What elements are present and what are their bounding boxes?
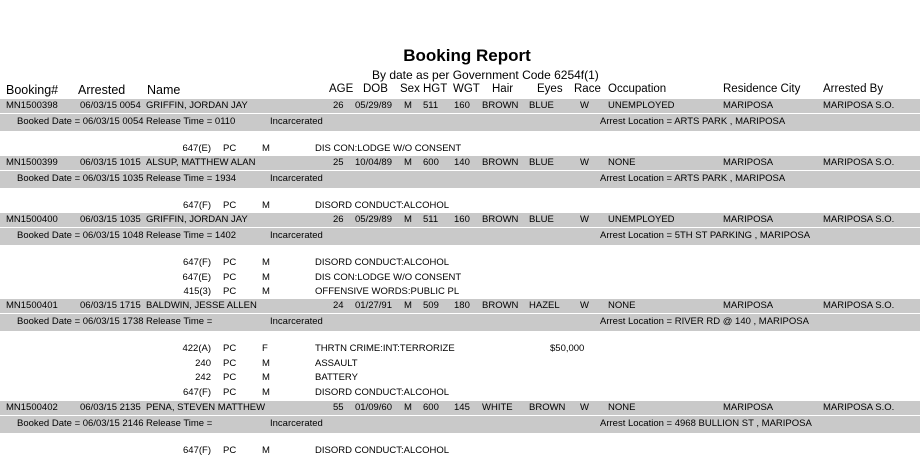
charge-type: PC <box>223 257 237 268</box>
release-time: Release Time = <box>146 418 213 429</box>
arrestee-name: GRIFFIN, JORDAN JAY <box>146 100 248 111</box>
residence-city: MARIPOSA <box>723 157 774 168</box>
weight: 145 <box>454 402 470 413</box>
weight: 160 <box>454 214 470 225</box>
charge-type: PC <box>223 357 237 369</box>
charge-description: ASSAULT <box>315 357 358 369</box>
charge-description: DISORD CONDUCT:ALCOHOL <box>315 386 450 398</box>
booked-date: Booked Date = 06/03/15 1035 <box>17 173 144 184</box>
charge-level: M <box>262 445 270 456</box>
dob: 10/04/89 <box>355 157 392 168</box>
arrest-location: Arrest Location = 4968 BULLION ST , MARIPOSA <box>600 418 812 429</box>
height: 509 <box>423 300 439 311</box>
hair-color: BROWN <box>482 214 519 225</box>
arrest-location: Arrest Location = 5TH ST PARKING , MARIPOSA <box>600 230 811 241</box>
height: 511 <box>423 214 439 225</box>
arrestee-name: BALDWIN, JESSE ALLEN <box>146 300 257 311</box>
eye-color: BLUE <box>529 100 554 111</box>
release-time: Release Time = 1402 <box>146 230 237 241</box>
charge-type: PC <box>223 372 237 383</box>
occupation: NONE <box>608 402 636 413</box>
arrestee-name: GRIFFIN, JORDAN JAY <box>146 214 248 225</box>
dob: 05/29/89 <box>355 100 392 111</box>
charge-description: DISORD CONDUCT:ALCOHOL <box>315 200 450 211</box>
charge-type: PC <box>223 143 237 154</box>
eye-color: HAZEL <box>529 300 560 311</box>
col-header-age: AGE <box>329 83 354 95</box>
custody-status: Incarcerated <box>270 230 323 241</box>
custody-status: Incarcerated <box>270 173 323 184</box>
col-header-arrested-by: Arrested By <box>823 83 884 95</box>
charge-description: OFFENSIVE WORDS:PUBLIC PL <box>315 286 460 297</box>
charge-level: M <box>262 271 270 283</box>
booking-number: MN1500398 <box>6 100 58 111</box>
height: 600 <box>423 402 439 413</box>
charge-level: M <box>262 357 270 369</box>
race: W <box>580 157 589 168</box>
charge-level: M <box>262 286 270 297</box>
booked-date: Booked Date = 06/03/15 1048 <box>17 230 144 241</box>
arrested-by: MARIPOSA S.O. <box>823 402 895 413</box>
arrested-by: MARIPOSA S.O. <box>823 214 895 225</box>
charge-code: 242 <box>195 372 211 383</box>
race: W <box>580 100 589 111</box>
arrest-location: Arrest Location = RIVER RD @ 140 , MARIPOSA <box>600 316 809 327</box>
age: 25 <box>333 157 344 168</box>
hair-color: WHITE <box>482 402 513 413</box>
col-header-hair: Hair <box>492 83 514 95</box>
occupation: NONE <box>608 157 636 168</box>
charge-code: 647(E) <box>182 143 211 154</box>
arrested-by: MARIPOSA S.O. <box>823 100 895 111</box>
charge-description: DISORD CONDUCT:ALCOHOL <box>315 257 450 268</box>
col-header-arrested: Arrested <box>78 83 126 97</box>
charge-type: PC <box>223 343 237 354</box>
col-header-eyes: Eyes <box>537 83 563 95</box>
arrested-datetime: 06/03/15 0054 <box>80 100 141 111</box>
hair-color: BROWN <box>482 100 519 111</box>
arrestee-name: PENA, STEVEN MATTHEW <box>146 402 266 413</box>
booking-number: MN1500402 <box>6 402 58 413</box>
charge-code: 415(3) <box>183 286 211 297</box>
height: 511 <box>423 100 439 111</box>
occupation: NONE <box>608 300 636 311</box>
custody-status: Incarcerated <box>270 116 323 127</box>
charge-description: DIS CON:LODGE W/O CONSENT <box>315 271 462 283</box>
residence-city: MARIPOSA <box>723 214 774 225</box>
age: 26 <box>333 100 344 111</box>
eye-color: BLUE <box>529 157 554 168</box>
charge-code: 647(F) <box>183 386 211 398</box>
dob: 01/09/60 <box>355 402 392 413</box>
weight: 140 <box>454 157 470 168</box>
hair-color: BROWN <box>482 157 519 168</box>
custody-status: Incarcerated <box>270 316 323 327</box>
charge-level: M <box>262 372 270 383</box>
release-time: Release Time = 1934 <box>146 173 237 184</box>
charge-description: DISORD CONDUCT:ALCOHOL <box>315 445 450 456</box>
race: W <box>580 300 589 311</box>
race: W <box>580 402 589 413</box>
weight: 180 <box>454 300 470 311</box>
charge-code: 240 <box>195 357 211 369</box>
booking-number: MN1500401 <box>6 300 58 311</box>
charge-type: PC <box>223 271 237 283</box>
booking-number: MN1500400 <box>6 214 58 225</box>
sex: M <box>404 402 412 413</box>
col-header-wgt: WGT <box>453 83 480 95</box>
arrested-datetime: 06/03/15 1715 <box>80 300 141 311</box>
report-title: Booking Report <box>403 46 531 65</box>
charge-level: M <box>262 200 270 211</box>
charge-description: DIS CON:LODGE W/O CONSENT <box>315 143 462 154</box>
arrested-datetime: 06/03/15 1015 <box>80 157 141 168</box>
charge-code: 647(E) <box>182 271 211 283</box>
charge-description: BATTERY <box>315 372 358 383</box>
arrested-datetime: 06/03/15 1035 <box>80 214 141 225</box>
height: 600 <box>423 157 439 168</box>
sex: M <box>404 100 412 111</box>
charge-code: 422(A) <box>182 343 211 354</box>
residence-city: MARIPOSA <box>723 402 774 413</box>
age: 24 <box>333 300 344 311</box>
release-time: Release Time = <box>146 316 213 327</box>
arrest-location: Arrest Location = ARTS PARK , MARIPOSA <box>600 116 786 127</box>
charge-code: 647(F) <box>183 445 211 456</box>
race: W <box>580 214 589 225</box>
dob: 01/27/91 <box>355 300 392 311</box>
bail-amount: $50,000 <box>550 343 585 354</box>
sex: M <box>404 300 412 311</box>
col-header-hgt: HGT <box>423 83 448 95</box>
age: 26 <box>333 214 344 225</box>
booked-date: Booked Date = 06/03/15 2146 <box>17 418 144 429</box>
hair-color: BROWN <box>482 300 519 311</box>
charge-level: M <box>262 386 270 398</box>
sex: M <box>404 157 412 168</box>
arrested-datetime: 06/03/15 2135 <box>80 402 141 413</box>
charge-code: 647(F) <box>183 200 211 211</box>
col-header-occupation: Occupation <box>608 83 667 95</box>
col-header-name: Name <box>147 83 181 97</box>
booked-date: Booked Date = 06/03/15 1738 <box>17 316 144 327</box>
col-header-residence-city: Residence City <box>723 83 801 95</box>
arrested-by: MARIPOSA S.O. <box>823 300 895 311</box>
charge-type: PC <box>223 386 237 398</box>
charge-code: 647(F) <box>183 257 211 268</box>
residence-city: MARIPOSA <box>723 300 774 311</box>
occupation: UNEMPLOYED <box>608 100 675 111</box>
arrest-location: Arrest Location = ARTS PARK , MARIPOSA <box>600 173 786 184</box>
release-time: Release Time = 0110 <box>146 116 236 127</box>
booking-number: MN1500399 <box>6 157 58 168</box>
age: 55 <box>333 402 344 413</box>
charge-type: PC <box>223 286 237 297</box>
charge-level: M <box>262 143 270 154</box>
eye-color: BLUE <box>529 214 554 225</box>
col-header-dob: DOB <box>363 83 388 95</box>
charge-description: THRTN CRIME:INT:TERRORIZE <box>315 343 455 354</box>
arrested-by: MARIPOSA S.O. <box>823 157 895 168</box>
charge-type: PC <box>223 200 237 211</box>
booked-date: Booked Date = 06/03/15 0054 <box>17 116 144 127</box>
occupation: UNEMPLOYED <box>608 214 675 225</box>
col-header-booking: Booking# <box>6 83 59 97</box>
arrestee-name: ALSUP, MATTHEW ALAN <box>146 157 256 168</box>
charge-level: M <box>262 257 270 268</box>
col-header-race: Race <box>574 83 601 95</box>
report-subtitle: By date as per Government Code 6254f(1) <box>372 68 599 82</box>
col-header-sex: Sex <box>400 83 420 95</box>
eye-color: BROWN <box>529 402 566 413</box>
charge-level: F <box>262 343 268 354</box>
dob: 05/29/89 <box>355 214 392 225</box>
weight: 160 <box>454 100 470 111</box>
sex: M <box>404 214 412 225</box>
custody-status: Incarcerated <box>270 418 323 429</box>
residence-city: MARIPOSA <box>723 100 774 111</box>
charge-type: PC <box>223 445 237 456</box>
